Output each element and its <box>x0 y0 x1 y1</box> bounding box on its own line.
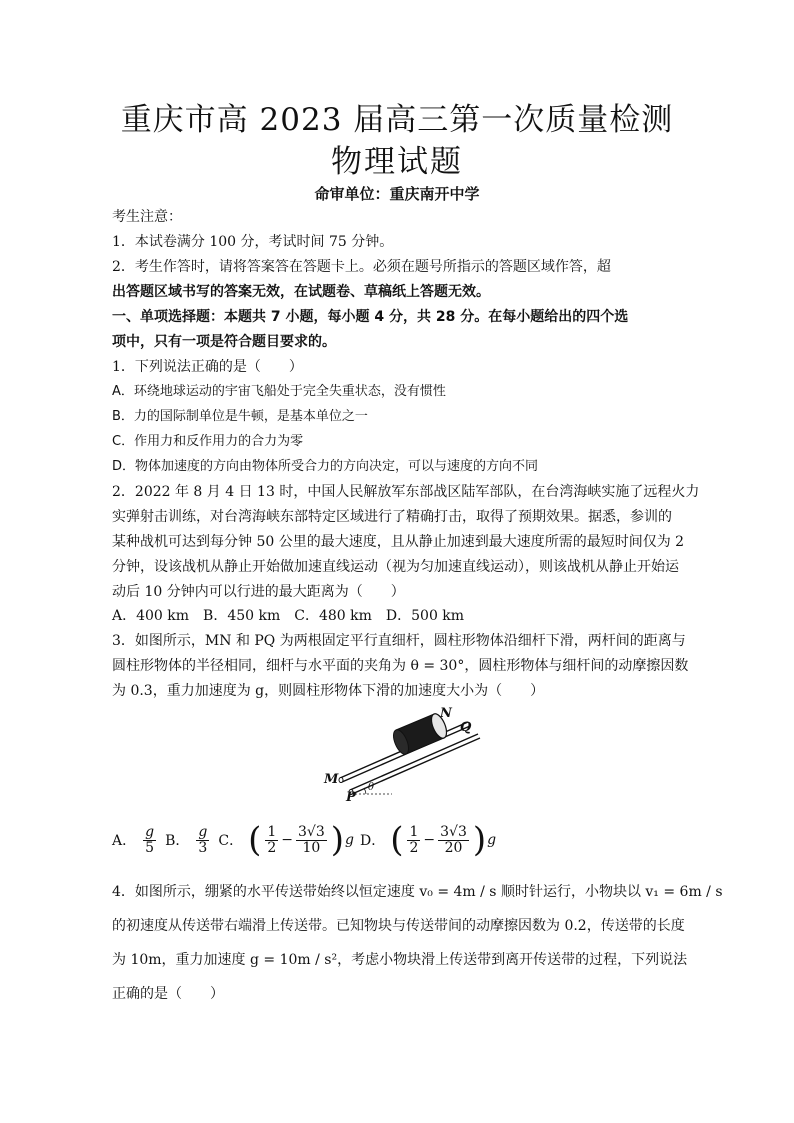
q3-option-d-g: g <box>487 832 497 848</box>
q3-line-1: 3．如图所示，MN 和 PQ 为两根固定平行直细杆，圆柱形物体沿细杆下滑，两杆间的距离与 <box>112 633 686 649</box>
q2-line-4: 分钟，设该战机从静止开始做加速直线运动（视为匀加速直线运动），则该战机从静止开始运 <box>112 559 679 575</box>
q3-option-b-num: g <box>198 823 208 840</box>
fig-label-p: P <box>346 790 356 805</box>
q3-option-b-label: B． <box>165 833 190 849</box>
author-unit: 命审单位：重庆南开中学 <box>314 185 480 203</box>
q1-option-c: C．作用力和反作用力的合力为零 <box>112 434 304 449</box>
q2-line-5: 动后 10 分钟内可以行进的最大距离为（ ） <box>112 584 405 600</box>
q3-line-2: 圆柱形物体的半径相同，细杆与水平面的夹角为 θ = 30°，圆柱形物体与细杆间的动摩擦因数 <box>112 658 689 674</box>
q3-option-c-open-paren: ( <box>248 820 262 860</box>
q4-line-3: 为 10m，重力加速度 g = 10m / s²，考虑小物块滑上传送带到离开传送带的过程，下列说法 <box>112 952 688 968</box>
subject-title: 物理试题 <box>331 144 463 180</box>
q2-line-1: 2．2022 年 8 月 4 日 13 时，中国人民解放军东部战区陆军部队，在台湾海峡实施了远程火力 <box>112 484 700 500</box>
q2-options: A．400 km B．450 km C．480 km D．500 km <box>112 608 465 624</box>
q2-line-2: 实弹射击训练，对台湾海峡东部特定区域进行了精确打击，取得了预期效果。据悉，参训的 <box>112 509 672 525</box>
q3-option-a-den: 5 <box>145 839 155 856</box>
q3-option-a-fraction <box>143 825 156 856</box>
fig-label-theta: θ <box>368 782 375 793</box>
fig-label-n: N <box>440 706 452 721</box>
q3-line-3: 为 0.3，重力加速度为 g，则圆柱形物体下滑的加速度大小为（ ） <box>112 683 545 699</box>
q3-option-d-open-paren: ( <box>390 820 404 860</box>
q1-option-d: D．物体加速度的方向由物体所受合力的方向决定，可以与速度的方向不同 <box>112 459 539 474</box>
q3-option-c-g: g <box>345 832 354 848</box>
q3-option-c-f2-den: 10 <box>302 839 321 856</box>
q3-option-c-f1-num: 1 <box>267 823 277 840</box>
q3-option-c-label: C． <box>218 833 244 849</box>
fig-label-q: Q <box>460 720 472 735</box>
q3-option-b-den: 3 <box>198 839 208 856</box>
q1-stem: 1．下列说法正确的是（ ） <box>112 359 303 375</box>
q3-option-d-fraction-1 <box>407 825 420 856</box>
q3-option-d-minus: − <box>423 832 436 848</box>
q1-option-a: A．环绕地球运动的宇宙飞船处于完全失重状态，没有惯性 <box>112 384 446 399</box>
q4-line-4: 正确的是（ ） <box>112 986 224 1002</box>
q3-option-d-f2-num: 3√3 <box>440 823 467 840</box>
q3-option-d-f1-num: 1 <box>409 823 419 840</box>
section-heading-line1: 一、单项选择题：本题共 7 小题，每小题 4 分，共 28 分。在每小题给出的四个选 <box>112 309 629 325</box>
q4-line-2: 的初速度从传送带右端滑上传送带。已知物块与传送带间的动摩擦因数为 0.2，传送带的长度 <box>112 918 685 934</box>
exam-title: 重庆市高 2023 届高三第一次质量检测 <box>120 102 674 138</box>
q3-option-c-close-paren: ) <box>330 820 345 860</box>
q3-option-c-fraction-2 <box>296 825 327 856</box>
q3-option-c-f1-den: 2 <box>267 839 277 856</box>
q3-option-c-fraction-1 <box>265 825 278 856</box>
q3-option-c-f2-num: 3√3 <box>298 823 325 840</box>
notice-item-1: 1．本试卷满分 100 分，考试时间 75 分钟。 <box>112 234 394 250</box>
q3-option-d-label: D． <box>359 833 386 849</box>
notice-item-2b: 出答题区域书写的答案无效，在试题卷、草稿纸上答题无效。 <box>112 284 490 300</box>
q3-option-d-f1-den: 2 <box>409 839 419 856</box>
q3-option-a-num: g <box>145 823 155 840</box>
q3-options <box>112 818 496 862</box>
q3-option-a-label: A． <box>112 833 137 849</box>
q3-option-d-fraction-2 <box>438 825 469 856</box>
notice-item-2a: 2．考生作答时，请将答案答在答题卡上。必须在题号所指示的答题区域作答，超 <box>112 259 611 275</box>
q3-option-d-f2-den: 20 <box>444 839 463 856</box>
q3-option-b-fraction <box>196 825 209 856</box>
q4-line-1: 4．如图所示，绷紧的水平传送带始终以恒定速度 v₀ = 4m / s 顺时针运行，小物块以 v₁ = 6m / s <box>112 884 723 900</box>
q2-line-3: 某种战机可达到每分钟 50 公里的最大速度，且从静止加速到最大速度所需的最短时间仅为 2 <box>112 534 685 550</box>
q1-option-b: B．力的国际制单位是牛顿，是基本单位之一 <box>112 409 368 424</box>
notice-heading: 考生注意： <box>112 209 182 225</box>
q3-option-d-close-paren: ) <box>472 820 487 860</box>
fig-label-m: M <box>324 772 339 787</box>
section-heading-line2: 项中，只有一项是符合题目要求的。 <box>112 334 336 350</box>
q3-option-c-minus: − <box>281 832 293 848</box>
